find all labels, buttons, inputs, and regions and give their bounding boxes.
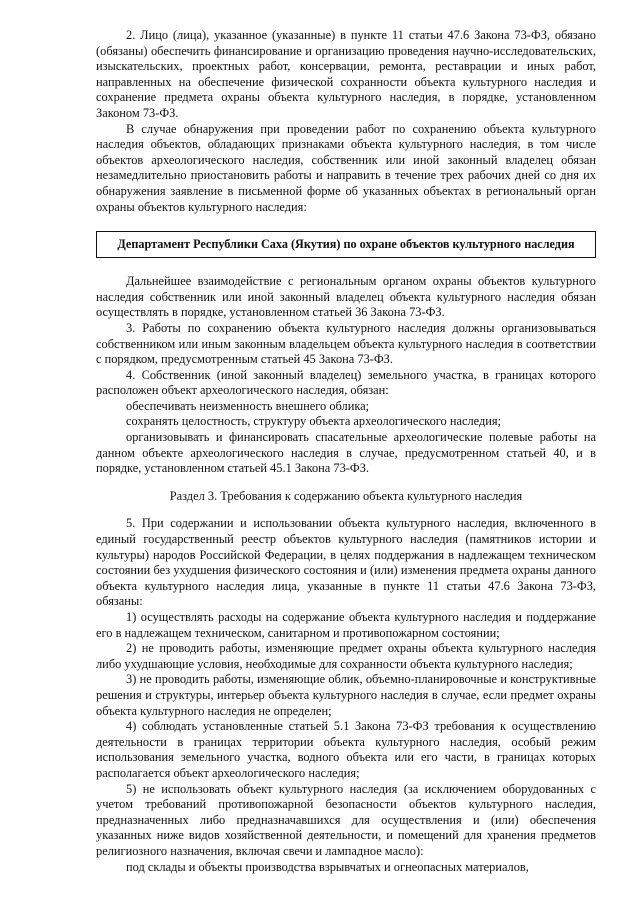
list-item: обеспечивать неизменность внешнего облика;: [126, 398, 370, 413]
paragraph-item-4: 4. Собственник (иной законный владелец) земельного участка, в границах которого расположен объект археологического наследия, обязан:: [96, 367, 596, 398]
list-item: 3) не проводить работы, изменяющие облик, объемно-планировочные и конструктивные решения и структуры, интерьер объекта культурного наследия в случае, если предмет охраны объекта культурного наследия не определен;: [96, 672, 596, 718]
paragraph-item-2: 2. Лицо (лица), указанное (указанные) в пункте 11 статьи 47.6 Закона 73-ФЗ, обязано (обязаны) обеспечить финансирование и организацию проведения научно-исследовательских, изыскательских, проектных работ, консервации, ремонта, реставрации и иных работ, направленных на обеспечение физической сохранности объекта культурного наследия и сохранение предмета охраны объекта культурного наследия, в порядке, установленном Законом 73-ФЗ.: [96, 28, 596, 120]
paragraph-discovery: В случае обнаружения при проведении работ по сохранению объекта культурного наследия объектов, обладающих признаками объекта культурного наследия, в том числе объектов археологического наследия, собственник или иной законный владелец обязан незамедлительно приостановить работы и направить в течение трех рабочих дней со дня их обнаружения заявление в письменной форме об указанных объектах в региональный орган охраны объектов культурного наследия:: [96, 121, 596, 214]
paragraph-interaction: Дальнейшее взаимодействие с региональным органом охраны объектов культурного наследия собственник или иной законный владелец объекта культурного наследия обязан осуществлять в порядке, установленном статьей 36 Закона 73-ФЗ.: [96, 274, 596, 320]
list-item: под склады и объекты производства взрывчатых и огнеопасных материалов,: [126, 859, 529, 874]
list-item: 1) осуществлять расходы на содержание объекта культурного наследия и поддержание его в надлежащем техническом, санитарном и противопожарном состоянии;: [96, 610, 596, 640]
paragraph-item-5: 5. При содержании и использовании объекта культурного наследия, включенного в единый государственный реестр объектов культурного наследия (памятников истории и культуры) народов Российской Федерации, в целях поддержания в надлежащем техническом состоянии без ухудшения физического состояния и (или) изменения предмета охраны данного объекта культурного наследия лица, указанные в пункте 11 статьи 47.6 Закона 73-ФЗ, обязаны:: [96, 516, 596, 609]
list-item: сохранять целостность, структуру объекта археологического наследия;: [126, 414, 502, 429]
list-item: организовывать и финансировать спасательные археологические полевые работы на данном объекте археологического наследия в случае, предусмотренном статьей 40, и в порядке, установленном статьей 45.1 Закона 73-ФЗ.: [96, 430, 596, 476]
list-item: 5) не использовать объект культурного наследия (за исключением оборудованных с учетом требований противопожарной безопасности объектов культурного наследия, предназначенных либо предназначавшихся для осуществления и (или) обеспечения указанных ниже видов хозяйственной деятельности, и помещений для хранения предметов религиозного назначения, включая свечи и лампадное масло):: [96, 781, 596, 858]
document-page: [96, 28, 596, 875]
list-item: 2) не проводить работы, изменяющие предмет охраны объекта культурного наследия либо ухудшающие условия, необходимые для сохранности объекта культурного наследия;: [96, 641, 596, 671]
paragraph-item-3: 3. Работы по сохранению объекта культурного наследия должны организовываться собственником или иным законным владельцем объекта культурного наследия в соответствии с порядком, предусмотренным статьей 45 Закона 73-ФЗ.: [96, 320, 596, 367]
authority-box: Департамент Республики Саха (Якутия) по охране объектов культурного наследия: [96, 231, 596, 258]
section-title: Раздел 3. Требования к содержанию объекта культурного наследия: [169, 488, 523, 503]
list-item: 4) соблюдать установленные статьей 5.1 Закона 73-ФЗ требования к осуществлению деятельности в границах территории объекта культурного наследия, особый режим использования земельного участка, водного объекта или его части, в границах которых располагается объект археологического наследия;: [96, 719, 596, 780]
